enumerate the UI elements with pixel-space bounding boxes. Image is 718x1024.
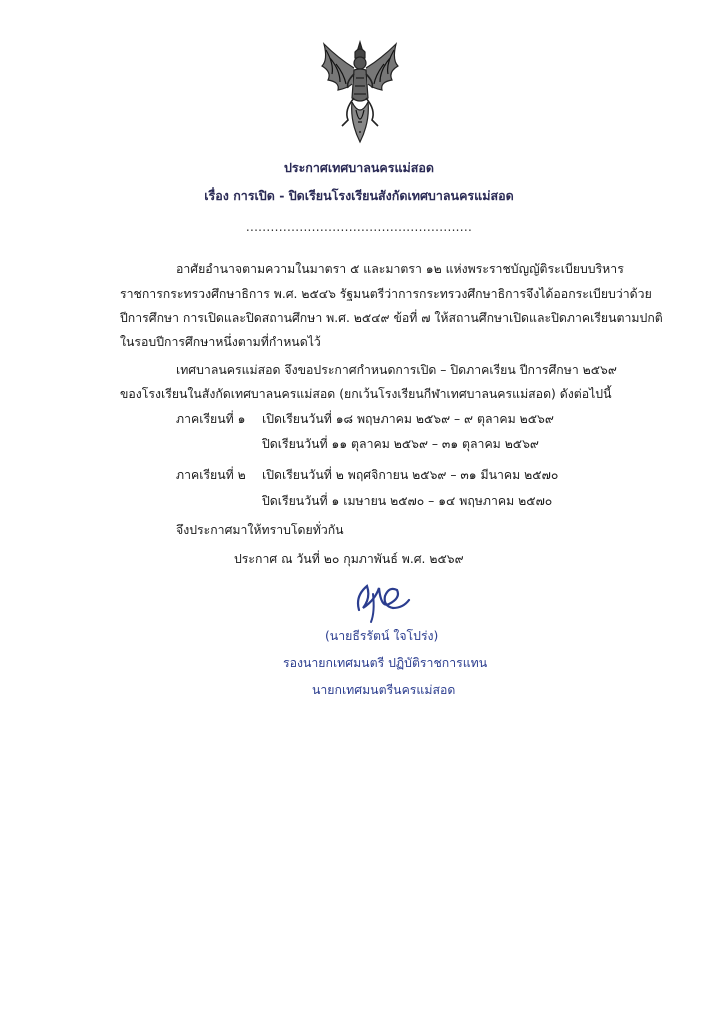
- paragraph-2-line-1: เทศบาลนครแม่สอด จึงขอประกาศกำหนดการเปิด – ปิดภาคเรียน ปีการศึกษา ๒๕๖๙: [176, 363, 617, 377]
- semester-2-label: ภาคเรียนที่ ๒: [176, 468, 246, 482]
- semester-1-close: ปิดเรียนวันที่ ๑๑ ตุลาคม ๒๕๖๙ – ๓๑ ตุลาคม ๒๕๖๙: [262, 437, 539, 451]
- announce-text: จึงประกาศมาให้ทราบโดยทั่วกัน: [176, 523, 344, 537]
- semester-1-open: เปิดเรียนวันที่ ๑๘ พฤษภาคม ๒๕๖๙ – ๙ ตุลาคม ๒๕๖๙: [262, 412, 554, 426]
- semester-1-label: ภาคเรียนที่ ๑: [176, 412, 246, 426]
- paragraph-2-line-2: ของโรงเรียนในสังกัดเทศบาลนครแม่สอด (ยกเว้นโรงเรียนกีฬาเทศบาลนครแม่สอด) ดังต่อไปนี้: [120, 387, 612, 401]
- garuda-emblem-icon: [318, 38, 402, 148]
- paragraph-1-line-2: ราชการกระทรวงศึกษาธิการ พ.ศ. ๒๕๔๖ รัฐมนตรีว่าการกระทรวงศึกษาธิการจึงได้ออกระเบียบว่าด้วย: [120, 287, 652, 301]
- document-title: ประกาศเทศบาลนครแม่สอด: [283, 160, 435, 175]
- signatory-position-2: นายกเทศมนตรีนครแม่สอด: [312, 683, 456, 697]
- separator-dots: .......................................................: [245, 220, 473, 234]
- paragraph-1-line-3: ปีการศึกษา การเปิดและปิดสถานศึกษา พ.ศ. ๒๕๔๙ ข้อที่ ๗ ให้สถานศึกษาเปิดและปิดภาคเรียนตามปกติ: [120, 311, 663, 325]
- paragraph-1-line-1: อาศัยอำนาจตามความในมาตรา ๕ และมาตรา ๑๒ แห่งพระราชบัญญัติระเบียบบริหาร: [176, 262, 624, 276]
- signature-icon: [345, 580, 415, 625]
- signatory-name: (นายธีรรัตน์ ใจโปร่ง): [325, 629, 439, 643]
- semester-2-open: เปิดเรียนวันที่ ๒ พฤศจิกายน ๒๕๖๙ – ๓๑ มีนาคม ๒๕๗๐: [262, 468, 559, 482]
- announce-date: ประกาศ ณ วันที่ ๒๐ กุมภาพันธ์ พ.ศ. ๒๕๖๙: [234, 552, 464, 566]
- document-subject: เรื่อง การเปิด - ปิดเรียนโรงเรียนสังกัดเทศบาลนครแม่สอด: [204, 188, 514, 203]
- semester-2-close: ปิดเรียนวันที่ ๑ เมษายน ๒๕๗๐ – ๑๔ พฤษภาคม ๒๕๗๐: [262, 494, 553, 508]
- paragraph-1-line-4: ในรอบปีการศึกษาหนึ่งตามที่กำหนดไว้: [120, 335, 321, 349]
- signatory-position-1: รองนายกเทศมนตรี ปฏิบัติราชการแทน: [283, 656, 488, 670]
